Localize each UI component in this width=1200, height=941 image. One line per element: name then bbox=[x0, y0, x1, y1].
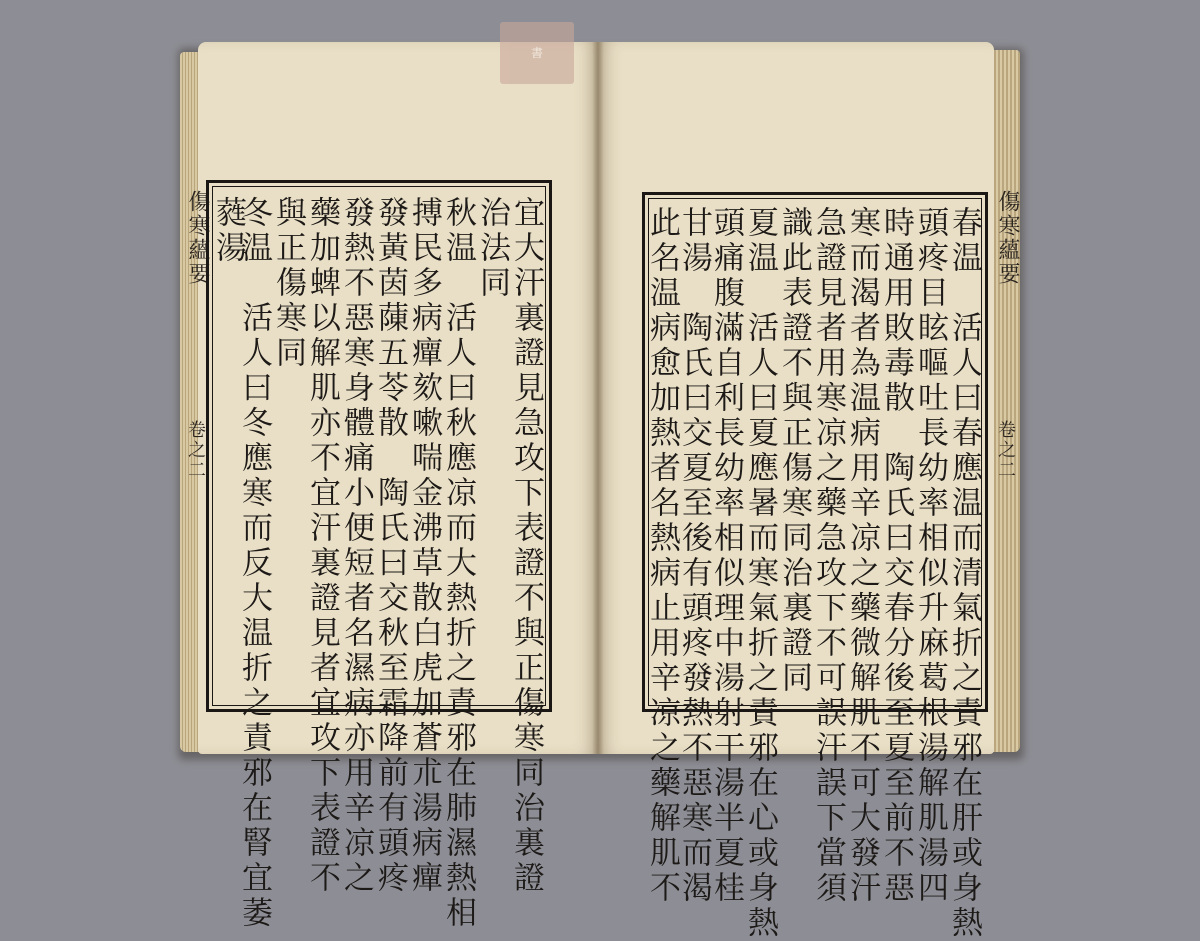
left-column-5: 發黃茵蔯五苓散 陶氏曰交秋至霜降前有頭疼 bbox=[372, 196, 408, 896]
left-column-1: 宜大汗裏證見急攻下表證不與正傷寒同治裏證 bbox=[508, 196, 544, 896]
left-column-7: 藥加蜱以解肌亦不宜汗裏證見者宜攻下表證不 bbox=[304, 196, 340, 896]
right-margin-title: 傷寒蘊要 bbox=[995, 190, 1020, 286]
right-column-9: 甘湯 陶氏曰交夏至後有頭疼發熱不惡寒而渴 bbox=[676, 206, 712, 906]
library-seal bbox=[500, 22, 574, 84]
right-column-2: 頭疼目眩嘔吐長幼率相似升麻葛根湯解肌湯四 bbox=[912, 206, 948, 906]
right-column-4: 寒而渴者為温病用辛凉之藥微解肌不可大發汗 bbox=[844, 206, 880, 906]
left-column-6: 發熱不惡寒身體痛小便短者名濕病亦用辛凉之 bbox=[338, 196, 374, 896]
right-column-3: 時通用敗毒散 陶氏曰交春分後至夏至前不惡 bbox=[878, 206, 914, 906]
right-column-8: 頭痛腹滿自利長幼率相似理中湯射干湯半夏桂 bbox=[708, 206, 744, 906]
right-column-5: 急證見者用寒凉之藥急攻下不可誤汗誤下當須 bbox=[810, 206, 846, 906]
left-column-10: 蕤湯 bbox=[210, 196, 246, 266]
left-margin-title: 傷寒蘊要 bbox=[185, 190, 210, 286]
left-column-3: 秋温 活人曰秋應凉而大熱折之責邪在肺濕熱相 bbox=[440, 196, 476, 931]
left-column-4: 搏民多病癉欬嗽喘金沸草散白虎加蒼朮湯病癉 bbox=[406, 196, 442, 896]
left-column-2: 治法同 bbox=[474, 196, 510, 301]
right-column-7: 夏温 活人曰夏應暑而寒氣折之責邪在心或身熱 bbox=[742, 206, 778, 941]
left-folio: 卷之二 bbox=[185, 420, 206, 480]
right-column-10: 此名温病愈加熱者名熱病止用辛凉之藥解肌不 bbox=[644, 206, 680, 906]
right-folio: 卷之二 bbox=[995, 420, 1016, 480]
right-column-6: 識此表證不與正傷寒同治裏證同 bbox=[776, 206, 812, 696]
left-column-8: 與正傷寒同 bbox=[270, 196, 306, 371]
right-column-1: 春温 活人曰春應温而清氣折之責邪在肝或身熱 bbox=[946, 206, 982, 941]
left-column-9: 冬温 活人曰冬應寒而反大温折之責邪在腎宜萎 bbox=[236, 196, 272, 931]
book-gutter bbox=[592, 42, 604, 754]
seal-text: 書 bbox=[530, 46, 543, 60]
